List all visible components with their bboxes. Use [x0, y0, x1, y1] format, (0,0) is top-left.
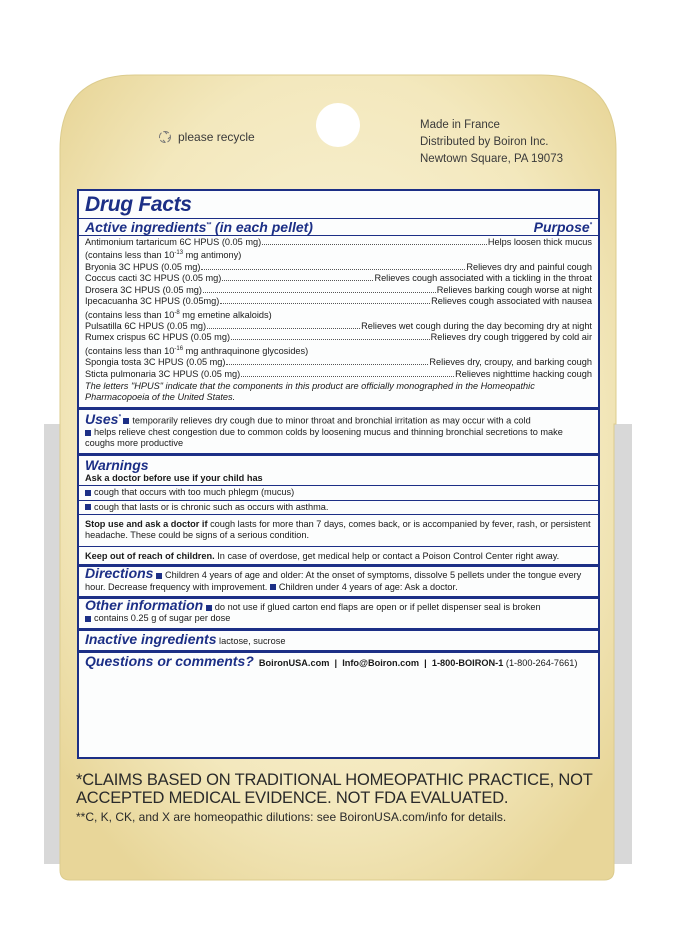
questions-section: Questions or comments? BoironUSA.com | Info@Boiron.com | 1-800-BOIRON-1 (1-800-264-7661) — [85, 653, 578, 670]
address: Newtown Square, PA 19073 — [420, 153, 563, 165]
stop-use: Stop use and ask a doctor if cough lasts for more than 7 days, comes back, or is accompanied by fever, rash, or persistent headache. These could be signs of a serious condition. — [79, 515, 598, 547]
made-in: Made in France — [420, 119, 500, 131]
ingredient-row: Ipecacuanha 3C HPUS (0.05mg) Relieves cough associated with nausea — [85, 296, 592, 307]
recycle-note — [158, 130, 255, 144]
dilutions-footnote: **C, K, CK, and X are homeopathic dilutions: see BoironUSA.com/info for details. — [76, 810, 507, 824]
bullet-icon — [156, 573, 162, 579]
ingredient-row: Rumex crispus 6C HPUS (0.05 mg) Relieves dry cough triggered by cold air — [85, 332, 592, 343]
ingredient-row: Spongia tosta 3C HPUS (0.05 mg) Relieves dry, croupy, and barking cough — [85, 357, 592, 368]
bullet-icon — [85, 616, 91, 622]
ingredient-row: Antimonium tartaricum 6C HPUS (0.05 mg) Helps loosen thick mucus — [85, 237, 592, 247]
uses-heading: Uses* — [85, 410, 121, 427]
inactive-text: lactose, sucrose — [219, 635, 286, 646]
other-info-section — [79, 597, 598, 631]
active-ingredients-section — [79, 219, 598, 410]
phone-number: (1-800-264-7661) — [505, 658, 578, 669]
blister-edge-left — [44, 424, 60, 864]
website-link[interactable]: BoironUSA.com — [258, 658, 330, 669]
drug-facts-title-section — [79, 191, 598, 219]
use-item: temporarily relieves dry cough due to minor throat and bronchial irritation as may occur with a cold — [132, 415, 531, 426]
ingredient-row: Bryonia 3C HPUS (0.05 mg) Relieves dry and painful cough — [85, 261, 592, 272]
blister-edge-right — [614, 424, 632, 864]
recycle-label: please recycle — [178, 130, 255, 144]
bullet-icon — [123, 418, 129, 424]
ingredient-row: Pulsatilla 6C HPUS (0.05 mg) Relieves wet cough during the day becoming dry at night — [85, 320, 592, 331]
phone-text: 1-800-BOIRON-1 — [431, 658, 504, 669]
claims-disclaimer: *CLAIMS BASED ON TRADITIONAL HOMEOPATHIC PRACTICE, NOT ACCEPTED MEDICAL EVIDENCE. NOT FDA EVALUATED. — [76, 771, 593, 807]
directions-heading: Directions — [85, 565, 154, 582]
active-ingredients-heading: Active ingredients** (in each pellet) — [85, 219, 313, 235]
use-item: helps relieve chest congestion due to common colds by loosening mucus and thinning bronchial secretions to make coughs more productive — [85, 426, 563, 449]
purpose-heading: Purpose* — [533, 219, 592, 235]
bullet-icon — [270, 584, 276, 590]
ingredient-row: Drosera 3C HPUS (0.05 mg) Relieves barking cough worse at night — [85, 284, 592, 295]
ask-item: cough that lasts or is chronic such as occurs with asthma. — [94, 501, 329, 512]
bullet-icon — [85, 504, 91, 510]
ask-doctor-heading: Ask a doctor before use if your child has — [79, 473, 598, 486]
inactive-section — [79, 631, 598, 653]
recycle-icon — [158, 130, 172, 144]
hpus-note: The letters "HPUS" indicate that the components in this product are officially monographed in the Homeopathic Pharmacopoeia of the United States. — [85, 381, 535, 403]
bullet-icon — [206, 605, 212, 611]
distributor-info — [420, 117, 563, 168]
inactive-heading: Inactive ingredients — [85, 630, 217, 647]
warnings-heading: Warnings — [85, 456, 149, 473]
uses-section — [79, 412, 598, 456]
ask-item: cough that occurs with too much phlegm (mucus) — [94, 487, 295, 498]
other-info-heading: Other information — [85, 597, 204, 613]
anthraquinone-note: (contains less than $10^{-16}$ mg anthraquinone glycosides) — [85, 345, 309, 356]
directions-section — [79, 565, 598, 599]
other-info-item: do not use if glued carton end flaps are open or if pellet dispenser seal is broken — [214, 602, 541, 612]
bullet-icon — [85, 490, 91, 496]
drug-facts-panel — [77, 189, 600, 759]
emetine-note: (contains less than $10^{-8}$ mg emetine alkaloids) — [85, 309, 272, 320]
directions-text: Children 4 years of age and older: At the onset of symptoms, dissolve 5 pellets under the tongue every hour. Decrease frequency with improvement. — [85, 570, 582, 592]
ingredient-row: Coccus cacti 3C HPUS (0.05 mg) Relieves cough associated with a tickling in the throat — [85, 273, 592, 284]
hang-hole — [316, 103, 360, 147]
antimony-note: (contains less than $10^{-13}$ mg antimony) — [85, 250, 242, 261]
bullet-icon — [85, 430, 91, 436]
keep-out: Keep out of reach of children. In case of overdose, get medical help or contact a Poison Control Center right away. — [85, 550, 560, 561]
distributed-by: Distributed by Boiron Inc. — [420, 136, 549, 148]
email-link[interactable]: Info@Boiron.com — [342, 658, 420, 669]
questions-heading: Questions or comments? — [85, 653, 254, 670]
warnings-section — [79, 457, 598, 567]
other-info-item: contains 0.25 g of sugar per dose — [94, 613, 231, 624]
drug-facts-title: Drug Facts — [85, 193, 192, 216]
ingredient-row: Sticta pulmonaria 3C HPUS (0.05 mg) Relieves nighttime hacking cough — [85, 368, 592, 379]
directions-text: Children under 4 years of age: Ask a doctor. — [278, 581, 458, 592]
